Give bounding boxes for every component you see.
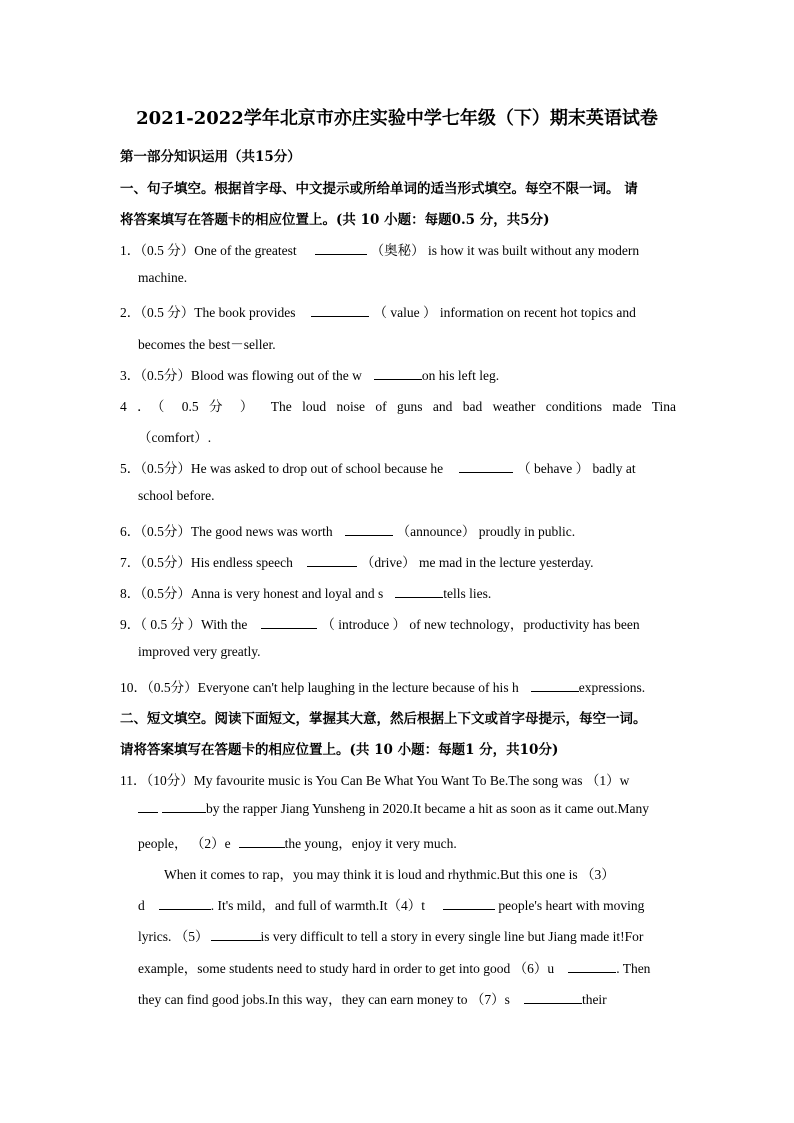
question-5-text-end: （ behave ） badly at [517, 461, 636, 476]
passage-line-4: When it comes to rap，you may think it is loud and rhythmic.But this one is （3） [164, 867, 615, 882]
passage-line-8-end: their [581, 992, 607, 1007]
question-7 [120, 551, 676, 571]
answer-blank [531, 679, 579, 692]
passage-line-6-text: lyrics. （5） [138, 929, 209, 944]
question-1-cont: machine. [138, 270, 188, 285]
passage-line-3 [138, 832, 676, 852]
question-6-text: 6．（0.5分）The good news was worth [120, 524, 333, 539]
answer-blank [443, 897, 495, 910]
answer-blank [374, 367, 422, 380]
question-5-cont: school before. [138, 488, 215, 503]
answer-blank [159, 897, 211, 910]
exam-title: 2021-2022学年北京市亦庄实验中学七年级（下）期末英语试卷 [136, 108, 658, 129]
answer-blank [261, 616, 317, 629]
question-5 [120, 457, 676, 477]
section-one-heading-line1: 一、句子填空。根据首字母、中文提示或所给单词的适当形式填空。每空不限一词。 请 [120, 181, 638, 197]
question-10-text: 10．（0.5分）Everyone can't help laughing in the lecture because of his h [120, 680, 519, 695]
question-6-text-end: （announce） proudly in public. [396, 524, 576, 539]
answer-blank [459, 460, 513, 473]
answer-blank [568, 960, 616, 973]
question-10-text-end: expressions. [578, 680, 646, 695]
answer-blank [395, 585, 443, 598]
passage-line-5-mid: . It's mild，and full of warmth.It（4）t [210, 898, 426, 913]
question-6 [120, 520, 676, 540]
passage-line-6-end: is very difficult to tell a story in every single line but Jiang made it!For [260, 929, 644, 944]
answer-blank [162, 800, 206, 813]
passage-line-7-text: example，some students need to study hard in order to get into good （6）u [138, 961, 555, 976]
question-10 [120, 676, 676, 696]
passage-line-5 [138, 894, 676, 914]
section-two-heading-line2: 请将答案填写在答题卡的相应位置上。(共 10 小题：每题1 分，共10分) [120, 742, 559, 758]
answer-blank [315, 242, 367, 255]
section-two-heading-line1: 二、短文填空。阅读下面短文，掌握其大意，然后根据上下文或首字母提示，每空一词。 [120, 711, 647, 727]
question-9 [120, 613, 676, 633]
passage-line-1: 11．（10分）My favourite music is You Can Be What You Want To Be.The song was （1）w [120, 773, 630, 788]
part-one-heading: 第一部分知识运用（共15分） [120, 149, 301, 165]
answer-blank [239, 835, 285, 848]
passage-line-6 [138, 925, 676, 945]
question-2-text-end: （ value ） information on recent hot topics and [373, 305, 636, 320]
question-2 [120, 301, 676, 321]
question-8-text-end: tells lies. [443, 586, 492, 601]
question-9-text: 9．（ 0.5 分 ）With the [120, 617, 248, 632]
answer-blank [138, 800, 158, 813]
question-2-cont: becomes the best－seller. [138, 337, 276, 352]
passage-line-5-end: people's heart with moving [495, 898, 645, 913]
question-3-text-end: on his left leg. [421, 368, 500, 383]
answer-blank [211, 928, 261, 941]
question-9-text-end: （ introduce ） of new technology，productivity has been [321, 617, 640, 632]
question-4-cont: （comfort）. [138, 430, 212, 445]
question-4: 4 ．（ 0.5 分 ） The loud noise of guns and bad weather conditions made Tina [120, 399, 676, 414]
answer-blank [311, 304, 369, 317]
question-7-text: 7．（0.5分）His endless speech [120, 555, 293, 570]
question-3-text: 3．（0.5分）Blood was flowing out of the w [120, 368, 362, 383]
passage-line-7-end: . Then [616, 961, 651, 976]
question-8 [120, 582, 676, 602]
passage-line-5-text: d [138, 898, 145, 913]
passage-line-8 [138, 988, 676, 1008]
question-1-text: 1．（0.5 分）One of the greatest [120, 243, 297, 258]
passage-line-2-text: by the rapper Jiang Yunsheng in 2020.It became a hit as soon as it came out.Many [206, 801, 650, 816]
question-8-text: 8．（0.5分）Anna is very honest and loyal and s [120, 586, 384, 601]
question-9-cont: improved very greatly. [138, 644, 261, 659]
passage-line-3-text: people， （2）e [138, 836, 231, 851]
section-one-heading-line2: 将答案填写在答题卡的相应位置上。(共 10 小题：每题0.5 分，共5分) [120, 212, 550, 228]
question-3 [120, 364, 676, 384]
question-2-text: 2．（0.5 分）The book provides [120, 305, 296, 320]
answer-blank [307, 554, 357, 567]
question-1-text-end: （奥秘） is how it was built without any modern [370, 243, 640, 258]
answer-blank [524, 991, 582, 1004]
question-1 [120, 239, 676, 259]
passage-line-7 [138, 957, 676, 977]
passage-line-2 [138, 800, 676, 817]
passage-line-3-text-end: the young，enjoy it very much. [284, 836, 457, 851]
passage-line-8-text: they can find good jobs.In this way，they can earn money to （7）s [138, 992, 510, 1007]
answer-blank [345, 523, 393, 536]
question-5-text: 5．（0.5分）He was asked to drop out of school because he [120, 461, 444, 476]
question-7-text-end: （drive） me mad in the lecture yesterday. [360, 555, 594, 570]
